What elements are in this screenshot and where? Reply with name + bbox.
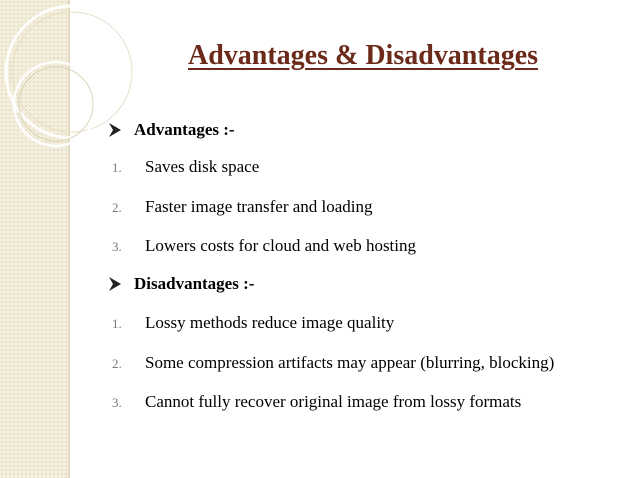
- list-item-number: 3.: [112, 395, 122, 410]
- section-heading-disadvantages: [0, 274, 638, 298]
- arrow-bullet-icon: [108, 276, 122, 292]
- list-item-number: 2.: [112, 200, 122, 215]
- list-item-number: 2.: [112, 356, 122, 371]
- list-item-number: 3.: [112, 239, 122, 254]
- list-item-text: Some compression artifacts may appear (blurring, blocking): [145, 353, 555, 372]
- list-item-number: 1.: [112, 316, 122, 331]
- list-item-text: Lossy methods reduce image quality: [145, 313, 395, 332]
- section-heading-advantages: [0, 120, 638, 144]
- list-item: [0, 392, 638, 416]
- list-item-number: 1.: [112, 160, 122, 175]
- list-item-text: Lowers costs for cloud and web hosting: [145, 236, 417, 255]
- list-item: [0, 313, 638, 337]
- list-item: [0, 353, 638, 377]
- list-item-text: Cannot fully recover original image from lossy formats: [145, 392, 522, 411]
- list-item: [0, 236, 638, 260]
- section-heading-text: Advantages :-: [134, 120, 235, 139]
- list-item-text: Faster image transfer and loading: [145, 197, 373, 216]
- section-heading-text: Disadvantages :-: [134, 274, 255, 293]
- arrow-bullet-icon: [108, 122, 122, 138]
- slide-title: Advantages & Disadvantages: [187, 40, 539, 71]
- list-item: [0, 157, 638, 181]
- list-item: [0, 197, 638, 221]
- list-item-text: Saves disk space: [145, 157, 260, 176]
